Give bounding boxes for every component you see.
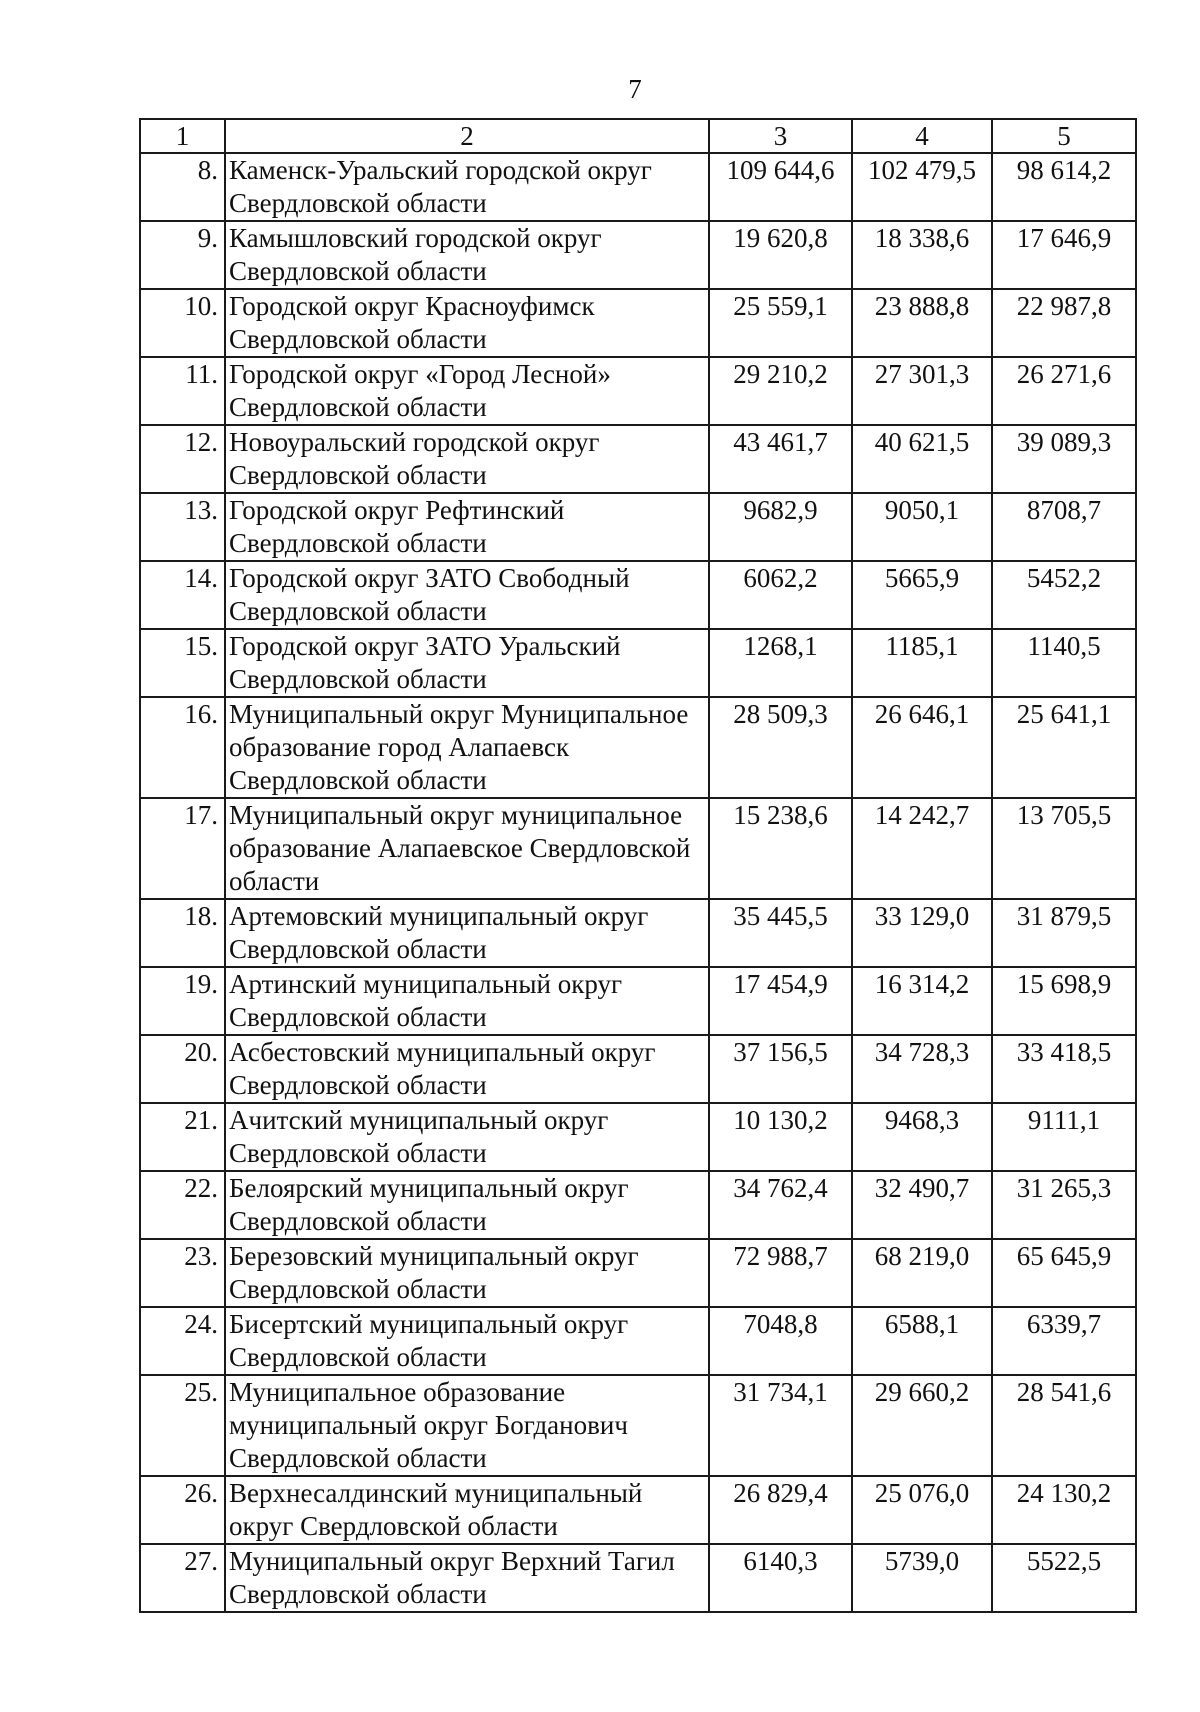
table-row (140, 1035, 1136, 1103)
row-number-cell: 8. (140, 153, 225, 221)
row-number-cell: 12. (140, 425, 225, 493)
municipality-name-cell: Артинский муниципальный округ Свердловской области (225, 967, 709, 1035)
table-row (140, 1171, 1136, 1239)
value-column-3-cell: 29 210,2 (709, 357, 852, 425)
municipality-name-cell: Верхнесалдинский муниципальный округ Свердловской области (225, 1476, 709, 1544)
table-body (140, 153, 1136, 1612)
value-column-5-cell: 1140,5 (992, 629, 1136, 697)
column-header-1: 1 (140, 119, 225, 153)
value-column-5-cell: 33 418,5 (992, 1035, 1136, 1103)
municipality-name-cell: Муниципальное образование муниципальный округ Богданович Свердловской области (225, 1375, 709, 1476)
value-column-3-cell: 35 445,5 (709, 899, 852, 967)
row-number-cell: 15. (140, 629, 225, 697)
value-column-3-cell: 26 829,4 (709, 1476, 852, 1544)
row-number-cell: 25. (140, 1375, 225, 1476)
value-column-3-cell: 15 238,6 (709, 798, 852, 899)
table-row (140, 425, 1136, 493)
value-column-4-cell: 102 479,5 (852, 153, 992, 221)
row-number-cell: 13. (140, 493, 225, 561)
value-column-3-cell: 9682,9 (709, 493, 852, 561)
value-column-5-cell: 24 130,2 (992, 1476, 1136, 1544)
value-column-4-cell: 9468,3 (852, 1103, 992, 1171)
table-row (140, 1544, 1136, 1612)
municipality-name-cell: Березовский муниципальный округ Свердловской области (225, 1239, 709, 1307)
row-number-cell: 22. (140, 1171, 225, 1239)
table-row (140, 493, 1136, 561)
value-column-4-cell: 18 338,6 (852, 221, 992, 289)
value-column-4-cell: 68 219,0 (852, 1239, 992, 1307)
value-column-3-cell: 72 988,7 (709, 1239, 852, 1307)
column-header-2: 2 (225, 119, 709, 153)
column-header-5: 5 (992, 119, 1136, 153)
municipality-name-cell: Городской округ Красноуфимск Свердловской области (225, 289, 709, 357)
row-number-cell: 9. (140, 221, 225, 289)
value-column-3-cell: 34 762,4 (709, 1171, 852, 1239)
value-column-4-cell: 40 621,5 (852, 425, 992, 493)
value-column-3-cell: 6062,2 (709, 561, 852, 629)
column-header-4: 4 (852, 119, 992, 153)
municipality-name-cell: Асбестовский муниципальный округ Свердловской области (225, 1035, 709, 1103)
value-column-3-cell: 1268,1 (709, 629, 852, 697)
municipality-name-cell: Городской округ ЗАТО Свободный Свердловской области (225, 561, 709, 629)
value-column-5-cell: 98 614,2 (992, 153, 1136, 221)
value-column-5-cell: 31 879,5 (992, 899, 1136, 967)
value-column-5-cell: 9111,1 (992, 1103, 1136, 1171)
row-number-cell: 17. (140, 798, 225, 899)
value-column-5-cell: 65 645,9 (992, 1239, 1136, 1307)
value-column-3-cell: 7048,8 (709, 1307, 852, 1375)
table-row (140, 629, 1136, 697)
municipality-name-cell: Городской округ ЗАТО Уральский Свердловской области (225, 629, 709, 697)
value-column-4-cell: 1185,1 (852, 629, 992, 697)
municipality-name-cell: Артемовский муниципальный округ Свердловской области (225, 899, 709, 967)
page-number: 7 (628, 74, 642, 104)
municipality-name-cell: Новоуральский городской округ Свердловской области (225, 425, 709, 493)
value-column-5-cell: 13 705,5 (992, 798, 1136, 899)
row-number-cell: 27. (140, 1544, 225, 1612)
table-row (140, 1375, 1136, 1476)
value-column-5-cell: 28 541,6 (992, 1375, 1136, 1476)
table-header (140, 119, 1136, 153)
municipality-name-cell: Белоярский муниципальный округ Свердловской области (225, 1171, 709, 1239)
row-number-cell: 19. (140, 967, 225, 1035)
row-number-cell: 26. (140, 1476, 225, 1544)
value-column-3-cell: 43 461,7 (709, 425, 852, 493)
municipality-name-cell: Каменск-Уральский городской округ Свердловской области (225, 153, 709, 221)
value-column-4-cell: 26 646,1 (852, 697, 992, 798)
municipality-name-cell: Бисертский муниципальный округ Свердловской области (225, 1307, 709, 1375)
value-column-4-cell: 9050,1 (852, 493, 992, 561)
row-number-cell: 21. (140, 1103, 225, 1171)
value-column-5-cell: 5452,2 (992, 561, 1136, 629)
value-column-4-cell: 6588,1 (852, 1307, 992, 1375)
municipality-name-cell: Муниципальный округ муниципальное образование Алапаевское Свердловской области (225, 798, 709, 899)
value-column-4-cell: 14 242,7 (852, 798, 992, 899)
row-number-cell: 20. (140, 1035, 225, 1103)
value-column-3-cell: 28 509,3 (709, 697, 852, 798)
row-number-cell: 23. (140, 1239, 225, 1307)
header-row (140, 119, 1136, 153)
value-column-5-cell: 17 646,9 (992, 221, 1136, 289)
municipality-name-cell: Городской округ «Город Лесной» Свердловской области (225, 357, 709, 425)
value-column-3-cell: 37 156,5 (709, 1035, 852, 1103)
table-row (140, 561, 1136, 629)
value-column-4-cell: 29 660,2 (852, 1375, 992, 1476)
value-column-5-cell: 39 089,3 (992, 425, 1136, 493)
value-column-3-cell: 17 454,9 (709, 967, 852, 1035)
row-number-cell: 16. (140, 697, 225, 798)
municipality-name-cell: Ачитский муниципальный округ Свердловской области (225, 1103, 709, 1171)
value-column-4-cell: 34 728,3 (852, 1035, 992, 1103)
value-column-3-cell: 19 620,8 (709, 221, 852, 289)
value-column-4-cell: 5739,0 (852, 1544, 992, 1612)
municipality-name-cell: Муниципальный округ Верхний Тагил Свердловской области (225, 1544, 709, 1612)
value-column-5-cell: 6339,7 (992, 1307, 1136, 1375)
value-column-5-cell: 26 271,6 (992, 357, 1136, 425)
row-number-cell: 24. (140, 1307, 225, 1375)
value-column-5-cell: 5522,5 (992, 1544, 1136, 1612)
value-column-4-cell: 23 888,8 (852, 289, 992, 357)
value-column-5-cell: 31 265,3 (992, 1171, 1136, 1239)
row-number-cell: 18. (140, 899, 225, 967)
value-column-3-cell: 6140,3 (709, 1544, 852, 1612)
value-column-3-cell: 25 559,1 (709, 289, 852, 357)
municipality-name-cell: Камышловский городской округ Свердловской области (225, 221, 709, 289)
table-row (140, 1476, 1136, 1544)
table-row (140, 357, 1136, 425)
value-column-5-cell: 25 641,1 (992, 697, 1136, 798)
value-column-5-cell: 22 987,8 (992, 289, 1136, 357)
value-column-4-cell: 33 129,0 (852, 899, 992, 967)
value-column-4-cell: 5665,9 (852, 561, 992, 629)
value-column-4-cell: 25 076,0 (852, 1476, 992, 1544)
data-table (139, 118, 1137, 1613)
column-header-3: 3 (709, 119, 852, 153)
table-row (140, 289, 1136, 357)
municipality-name-cell: Городской округ Рефтинский Свердловской области (225, 493, 709, 561)
value-column-4-cell: 32 490,7 (852, 1171, 992, 1239)
value-column-3-cell: 31 734,1 (709, 1375, 852, 1476)
value-column-4-cell: 16 314,2 (852, 967, 992, 1035)
value-column-3-cell: 10 130,2 (709, 1103, 852, 1171)
table-row (140, 153, 1136, 221)
value-column-3-cell: 109 644,6 (709, 153, 852, 221)
row-number-cell: 10. (140, 289, 225, 357)
table-row (140, 798, 1136, 899)
table-row (140, 697, 1136, 798)
table-row (140, 1103, 1136, 1171)
row-number-cell: 11. (140, 357, 225, 425)
value-column-5-cell: 8708,7 (992, 493, 1136, 561)
table-row (140, 1239, 1136, 1307)
table-row (140, 899, 1136, 967)
table-row (140, 221, 1136, 289)
value-column-5-cell: 15 698,9 (992, 967, 1136, 1035)
municipality-name-cell: Муниципальный округ Муниципальное образование город Алапаевск Свердловской области (225, 697, 709, 798)
value-column-4-cell: 27 301,3 (852, 357, 992, 425)
row-number-cell: 14. (140, 561, 225, 629)
table-row (140, 1307, 1136, 1375)
table-row (140, 967, 1136, 1035)
